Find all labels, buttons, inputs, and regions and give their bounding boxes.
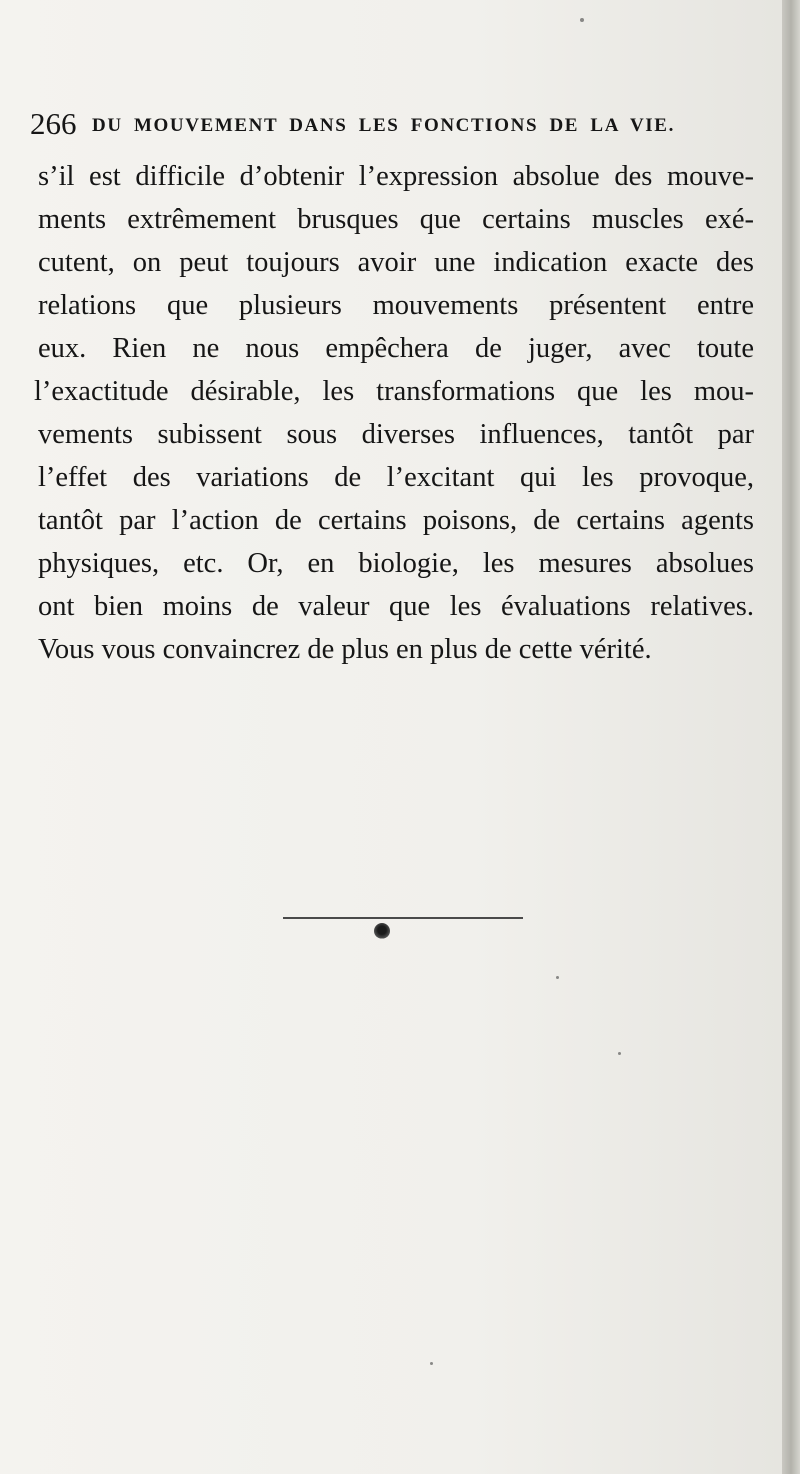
text-line: l’exactitude désirable, les transformations que les mou-: [34, 376, 754, 407]
text-line: physiques, etc. Or, en biologie, les mesures absolues: [38, 548, 754, 579]
section-rule: [283, 917, 523, 919]
text-line: l’effet des variations de l’excitant qui les provoque,: [38, 462, 754, 493]
speck: [618, 1052, 621, 1055]
running-title: DU MOUVEMENT DANS LES FONCTIONS DE LA VIE.: [92, 115, 675, 136]
speck: [430, 1362, 433, 1365]
speck: [580, 18, 584, 22]
ornament-dot-icon: [374, 923, 390, 939]
text-line: vements subissent sous diverses influences, tantôt par: [38, 419, 754, 450]
text-line: Vous vous convaincrez de plus en plus de cette vérité.: [38, 634, 652, 665]
page-number: 266: [30, 106, 77, 141]
text-line: ments extrêmement brusques que certains muscles exé-: [38, 204, 754, 235]
body-paragraph: [34, 155, 754, 671]
text-line: cutent, on peut toujours avoir une indication exacte des: [38, 247, 754, 278]
text-line: ont bien moins de valeur que les évaluations relatives.: [38, 591, 754, 622]
text-line: s’il est difficile d’obtenir l’expression absolue des mouve-: [38, 161, 754, 192]
speck: [556, 976, 559, 979]
running-head: [30, 104, 750, 144]
text-line: eux. Rien ne nous empêchera de juger, avec toute: [38, 333, 754, 364]
page-edge: [782, 0, 800, 1474]
text-line: relations que plusieurs mouvements présentent entre: [38, 290, 754, 321]
text-line: tantôt par l’action de certains poisons, de certains agents: [38, 505, 754, 536]
